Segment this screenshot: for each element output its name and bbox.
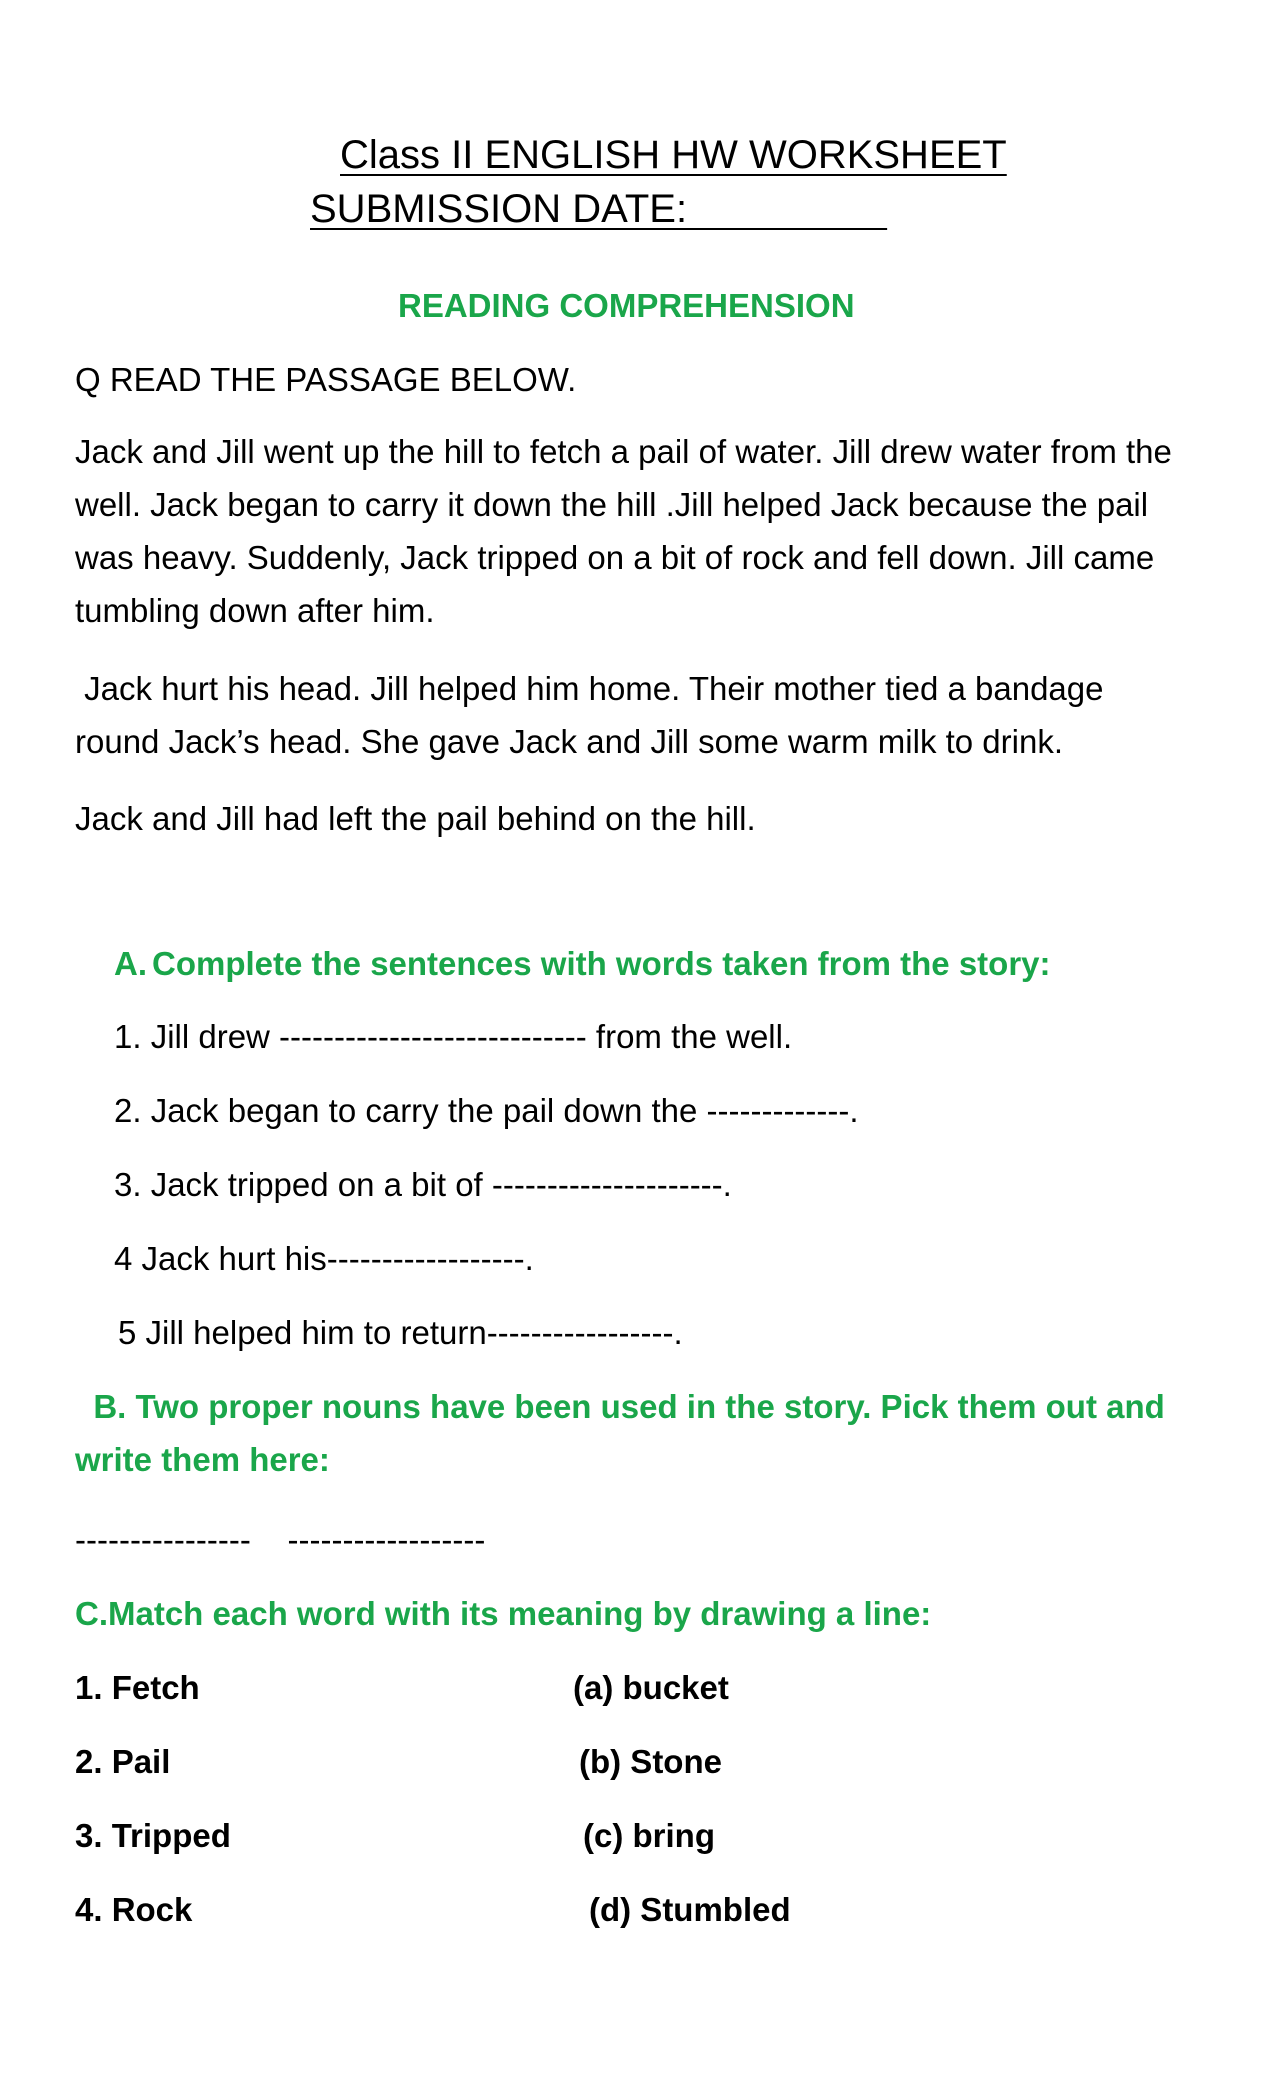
reading-instruction: Q READ THE PASSAGE BELOW. <box>75 361 577 398</box>
section-a-heading <box>114 944 1051 984</box>
fill-blank-item-4: 4 Jack hurt his------------------. <box>114 1240 534 1277</box>
fill-blank-item-2: 2. Jack began to carry the pail down the -------------. <box>114 1092 859 1129</box>
submission-date-line: SUBMISSION DATE: <box>310 187 888 231</box>
match-meaning-d: (d) Stumbled <box>589 1891 791 1928</box>
section-a-letter: A. <box>114 945 147 982</box>
match-meaning-b: (b) Stone <box>579 1743 722 1780</box>
passage-paragraph-1: Jack and Jill went up the hill to fetch a pail of water. Jill drew water from the well. Jack began to carry it down the hill .Jill helped Jack because the pail was heavy. Suddenly, Jack tripped on a bit of rock and fell down. Jill came tumbling down after him. <box>75 433 1172 629</box>
passage-paragraph-2: Jack hurt his head. Jill helped him home. Their mother tied a bandage round Jack’s head. She gave Jack and Jill some warm milk to drink. <box>75 670 1113 760</box>
match-meaning-a: (a) bucket <box>573 1669 729 1706</box>
match-meaning-c: (c) bring <box>583 1817 715 1854</box>
passage-paragraph-3: Jack and Jill had left the pail behind on the hill. <box>75 800 756 837</box>
reading-comprehension-heading: READING COMPREHENSION <box>398 287 855 324</box>
section-b-heading: B. Two proper nouns have been used in the story. Pick them out and write them here: <box>75 1388 1174 1478</box>
fill-blank-item-5: 5 Jill helped him to return-----------------. <box>118 1314 683 1351</box>
match-word-1: 1. Fetch <box>75 1669 200 1706</box>
worksheet-title: Class II ENGLISH HW WORKSHEET <box>340 133 1007 177</box>
match-word-3: 3. Tripped <box>75 1817 231 1854</box>
proper-noun-blanks: ---------------- ------------------ <box>75 1521 486 1558</box>
section-c-heading: C.Match each word with its meaning by drawing a line: <box>75 1595 932 1632</box>
match-word-4: 4. Rock <box>75 1891 193 1928</box>
match-word-2: 2. Pail <box>75 1743 171 1780</box>
fill-blank-item-1: 1. Jill drew ---------------------------- from the well. <box>114 1018 793 1055</box>
section-a-heading-text: Complete the sentences with words taken from the story: <box>152 945 1051 982</box>
fill-blank-item-3: 3. Jack tripped on a bit of ---------------------. <box>114 1166 732 1203</box>
